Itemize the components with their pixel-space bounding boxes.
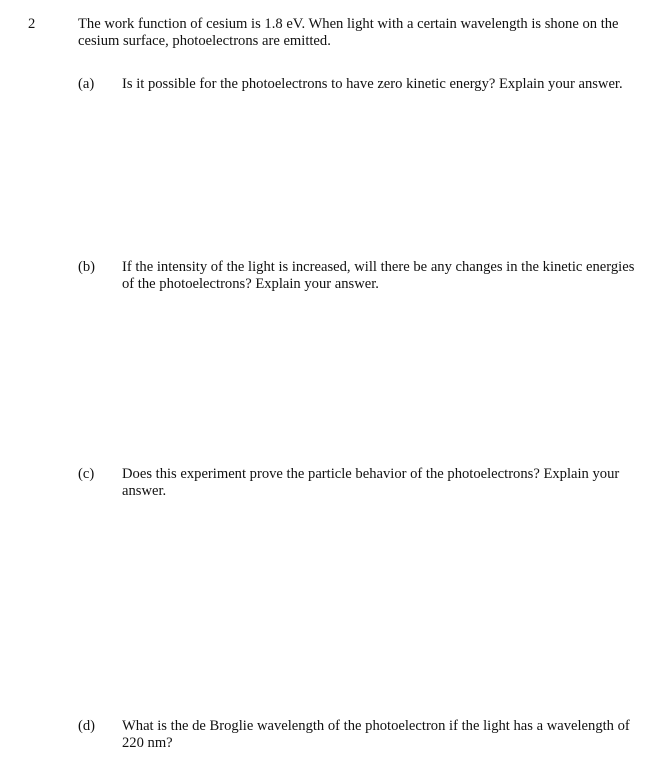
part-label-c: (c) xyxy=(78,466,95,482)
part-text-a: Is it possible for the photoelectrons to have zero kinetic energy? Explain your answer. xyxy=(122,76,623,92)
part-label-a: (a) xyxy=(78,76,95,92)
part-label-d: (d) xyxy=(78,718,96,734)
part-text-b: If the intensity of the light is increased, will there be any changes in the kinetic energies of the photoelectrons? Explain your answer. xyxy=(122,259,635,292)
part-text-c: Does this experiment prove the particle behavior of the photoelectrons? Explain your answer. xyxy=(122,466,620,499)
question-number: 2 xyxy=(28,16,36,32)
question-stem: The work function of cesium is 1.8 eV. When light with a certain wavelength is shone on the cesium surface, photoelectrons are emitted. xyxy=(78,16,619,49)
part-text-d: What is the de Broglie wavelength of the photoelectron if the light has a wavelength of 220 nm? xyxy=(122,718,630,751)
part-label-b: (b) xyxy=(78,259,96,275)
